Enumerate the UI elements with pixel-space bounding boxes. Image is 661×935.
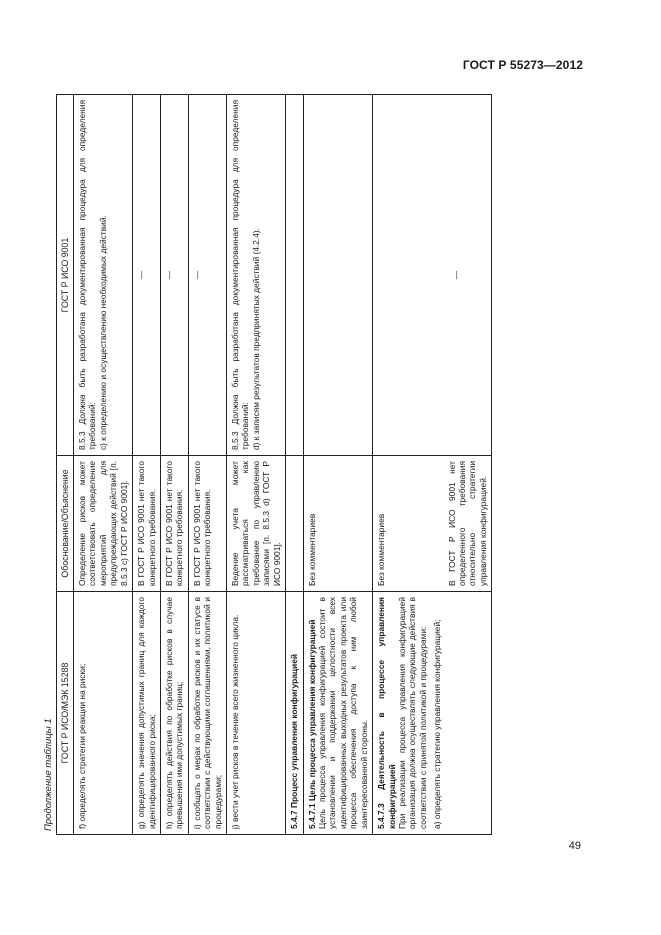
row-j-requirement: j) вести учет рисков в течение всего жизненного цикла. [227,592,286,835]
section-5473-text: При реализации процесса управления конфигурацией организация должна осуществлять следующие действия в соответствии с принятой политикой и процедурами: [396,597,428,829]
row-j-justification: Ведение учета может рассматриваться как требование по управлению записями [п. 8.5.3 d) ГОСТ Р ИСО 9001]. [227,456,286,592]
section-5473-comment: Без комментариев [376,513,387,586]
iso9001-clause-item: c) к определению и осуществлению необходимых действий. [97,215,108,450]
iso9001-clause-text: 8.5.3 Должна быть разработана документированная процедура для определения требований: [230,100,251,450]
table-row [74,95,133,835]
section-547-justification [286,456,303,592]
row-i-requirement: i) сообщать о мерах по обработке рисков и их статусе в соответствии с действующими соглашениями, политикой и процедурами; [188,592,226,835]
section-5471-text: Цель процесса управления конфигурацией состоит в установлении и поддержании целостности всех идентифицированных выходных результатов проекта или процесса обеспечения доступа к ним любой заинтересованной стороны. [317,597,369,829]
section-5471-justification: Без комментариев [303,456,373,592]
row-g-justification: В ГОСТ Р ИСО 9001 нет такого конкретного требования. [133,456,161,592]
row-f-requirement: f) определять стратегии реакции на риски; [74,592,133,835]
column-header-15288: ГОСТ Р ИСО/МЭК 15288 [57,592,74,835]
row-h-justification: В ГОСТ Р ИСО 9001 нет такого конкретного требования. [160,456,188,592]
section-5473-title: 5.4.7.3 Деятельность в процессе управления конфигурацией [376,597,397,829]
table-row [133,95,161,835]
row-h-iso9001: — [160,95,188,456]
section-547-iso9001 [286,95,303,456]
section-5473-dash: — [451,270,462,280]
section-5471-iso9001 [303,95,373,456]
rotated-table-block [42,95,581,835]
section-5471-cell [303,592,373,835]
iso9001-clause-item: d) к записям результатов предпринятых действий (4.2.4). [250,227,261,450]
section-5473-cell [373,592,492,835]
table-row [373,95,492,835]
table-row [188,95,226,835]
table-row [286,95,303,835]
table-header-row [57,95,74,835]
row-j-iso9001 [227,95,286,456]
iso9001-clause-text: 8.5.3 Должна быть разработана документированная процедура для определения требований: [77,100,98,450]
row-h-requirement: h) определять действия по обработке рисков в случае превышения ими допустимых границ; [160,592,188,835]
section-547-title: 5.4.7 Процесс управления конфигурацией [286,592,303,835]
table-row [227,95,286,835]
row-i-iso9001: — [188,95,226,456]
row-f-justification: Определение рисков может соответствовать определение мероприятий для предупреждающих действий [п. 8.5.3 c) ГОСТ Р ИСО 9001]. [74,456,133,592]
row-g-iso9001: — [133,95,161,456]
table-row [303,95,373,835]
section-5473-justification [373,456,492,592]
column-header-9001: ГОСТ Р ИСО 9001 [57,95,74,456]
row-g-requirement: g) определять значения допустимых границ для каждого идентифицированного риска; [133,592,161,835]
row-i-justification: В ГОСТ Р ИСО 9001 нет такого конкретного требования. [188,456,226,592]
column-header-justification: Обоснование/Объяснение [57,456,74,592]
row-f-iso9001 [74,95,133,456]
comparison-table [56,94,492,835]
table-row [160,95,188,835]
section-5473-iso9001 [373,95,492,456]
document-code: ГОСТ Р 55273—2012 [462,58,583,72]
section-5473-item-a: a) определять стратегию управления конфигурацией; [432,619,443,829]
section-5473-item-comment: В ГОСТ Р ИСО 9001 нет определенного требования относительно стратегии управления конфигурацией. [446,461,488,586]
page-number: 49 [568,840,581,852]
section-5471-title: 5.4.7.1 Цель процесса управления конфигурацией [306,619,317,829]
table-caption: Продолжение таблицы 1 [43,718,54,831]
